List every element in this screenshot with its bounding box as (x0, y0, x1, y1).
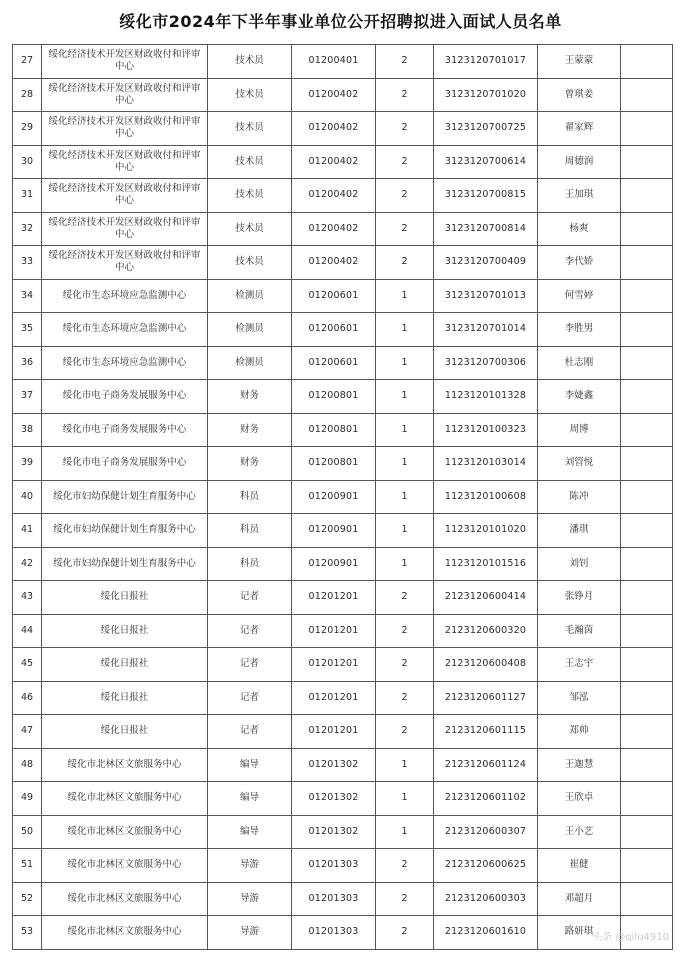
row-remark-cell (621, 849, 673, 883)
row-unit-cell: 绥化日报社 (42, 648, 208, 682)
row-seq-cell: 27 (13, 45, 42, 79)
row-position-code-cell: 01201302 (292, 782, 376, 816)
row-seq-cell: 30 (13, 145, 42, 179)
row-candidate-name-cell: 毛瀚茵 (538, 614, 621, 648)
row-seq-cell: 47 (13, 715, 42, 749)
row-candidate-name-cell: 王志宇 (538, 648, 621, 682)
row-ticket-number-cell: 3123120700814 (434, 212, 538, 246)
row-position-cell: 检测员 (208, 313, 292, 347)
row-position-code-cell: 01201201 (292, 681, 376, 715)
row-position-code-cell: 01200402 (292, 145, 376, 179)
row-unit-cell: 绥化市电子商务发展服务中心 (42, 413, 208, 447)
row-position-code-cell: 01200801 (292, 413, 376, 447)
row-remark-cell (621, 380, 673, 414)
row-ticket-number-cell: 2123120601102 (434, 782, 538, 816)
row-ticket-number-cell: 1123120101020 (434, 514, 538, 548)
row-unit-cell: 绥化经济技术开发区财政收付和评审中心 (42, 212, 208, 246)
row-remark-cell (621, 346, 673, 380)
row-unit-cell: 绥化市北林区文旅服务中心 (42, 815, 208, 849)
row-ticket-number-cell: 1123120101328 (434, 380, 538, 414)
row-remark-cell (621, 715, 673, 749)
row-hire-count-cell: 1 (376, 748, 434, 782)
row-ticket-number-cell: 2123120601127 (434, 681, 538, 715)
table-row (13, 313, 673, 347)
row-candidate-name-cell: 杨爽 (538, 212, 621, 246)
row-unit-cell: 绥化市北林区文旅服务中心 (42, 748, 208, 782)
row-unit-cell: 绥化市妇幼保健计划生育服务中心 (42, 514, 208, 548)
row-position-cell: 编导 (208, 782, 292, 816)
row-remark-cell (621, 614, 673, 648)
row-position-code-cell: 01200402 (292, 112, 376, 146)
row-candidate-name-cell: 陈冲 (538, 480, 621, 514)
row-position-cell: 记者 (208, 715, 292, 749)
row-position-code-cell: 01200401 (292, 45, 376, 79)
row-candidate-name-cell: 崔健 (538, 849, 621, 883)
row-unit-cell: 绥化市北林区文旅服务中心 (42, 849, 208, 883)
row-remark-cell (621, 279, 673, 313)
row-position-code-cell: 01200601 (292, 313, 376, 347)
row-position-code-cell: 01201303 (292, 916, 376, 950)
row-remark-cell (621, 916, 673, 950)
row-position-code-cell: 01200601 (292, 346, 376, 380)
row-position-code-cell: 01201201 (292, 715, 376, 749)
row-seq-cell: 37 (13, 380, 42, 414)
row-hire-count-cell: 2 (376, 212, 434, 246)
row-seq-cell: 33 (13, 246, 42, 280)
row-hire-count-cell: 2 (376, 648, 434, 682)
row-candidate-name-cell: 王小艺 (538, 815, 621, 849)
row-hire-count-cell: 1 (376, 380, 434, 414)
row-hire-count-cell: 1 (376, 447, 434, 481)
row-unit-cell: 绥化经济技术开发区财政收付和评审中心 (42, 45, 208, 79)
row-remark-cell (621, 547, 673, 581)
table-row (13, 346, 673, 380)
table-row (13, 547, 673, 581)
table-row (13, 112, 673, 146)
row-remark-cell (621, 246, 673, 280)
row-position-code-cell: 01201201 (292, 614, 376, 648)
table-row (13, 815, 673, 849)
row-remark-cell (621, 313, 673, 347)
row-position-cell: 科员 (208, 480, 292, 514)
row-position-cell: 记者 (208, 648, 292, 682)
row-hire-count-cell: 2 (376, 916, 434, 950)
row-remark-cell (621, 447, 673, 481)
row-hire-count-cell: 1 (376, 313, 434, 347)
row-seq-cell: 38 (13, 413, 42, 447)
row-candidate-name-cell: 王欣卓 (538, 782, 621, 816)
row-position-code-cell: 01201302 (292, 815, 376, 849)
row-remark-cell (621, 748, 673, 782)
row-position-code-cell: 01201302 (292, 748, 376, 782)
row-ticket-number-cell: 3123120700306 (434, 346, 538, 380)
row-hire-count-cell: 2 (376, 179, 434, 213)
table-row (13, 648, 673, 682)
row-remark-cell (621, 480, 673, 514)
row-position-code-cell: 01200402 (292, 179, 376, 213)
row-remark-cell (621, 882, 673, 916)
row-unit-cell: 绥化日报社 (42, 581, 208, 615)
table-row (13, 581, 673, 615)
row-position-cell: 技术员 (208, 246, 292, 280)
row-position-cell: 导游 (208, 916, 292, 950)
row-hire-count-cell: 1 (376, 279, 434, 313)
table-row (13, 715, 673, 749)
row-ticket-number-cell: 2123120601115 (434, 715, 538, 749)
table-row (13, 916, 673, 950)
table-row (13, 882, 673, 916)
row-unit-cell: 绥化日报社 (42, 715, 208, 749)
table-row (13, 447, 673, 481)
row-ticket-number-cell: 2123120600408 (434, 648, 538, 682)
row-seq-cell: 45 (13, 648, 42, 682)
row-remark-cell (621, 782, 673, 816)
row-remark-cell (621, 413, 673, 447)
row-ticket-number-cell: 3123120701014 (434, 313, 538, 347)
row-seq-cell: 41 (13, 514, 42, 548)
row-seq-cell: 32 (13, 212, 42, 246)
row-hire-count-cell: 2 (376, 78, 434, 112)
row-seq-cell: 34 (13, 279, 42, 313)
row-ticket-number-cell: 1123120100323 (434, 413, 538, 447)
table-row (13, 614, 673, 648)
row-seq-cell: 52 (13, 882, 42, 916)
row-unit-cell: 绥化市电子商务发展服务中心 (42, 380, 208, 414)
row-remark-cell (621, 581, 673, 615)
row-ticket-number-cell: 2123120600307 (434, 815, 538, 849)
row-position-code-cell: 01200901 (292, 547, 376, 581)
row-position-cell: 财务 (208, 380, 292, 414)
table-row (13, 748, 673, 782)
row-ticket-number-cell: 3123120701017 (434, 45, 538, 79)
row-ticket-number-cell: 3123120700725 (434, 112, 538, 146)
row-position-cell: 检测员 (208, 279, 292, 313)
row-position-cell: 编导 (208, 748, 292, 782)
row-hire-count-cell: 2 (376, 681, 434, 715)
table-row (13, 246, 673, 280)
row-hire-count-cell: 1 (376, 514, 434, 548)
table-row (13, 480, 673, 514)
row-remark-cell (621, 514, 673, 548)
row-unit-cell: 绥化日报社 (42, 614, 208, 648)
row-seq-cell: 40 (13, 480, 42, 514)
row-unit-cell: 绥化市电子商务发展服务中心 (42, 447, 208, 481)
row-unit-cell: 绥化经济技术开发区财政收付和评审中心 (42, 112, 208, 146)
row-candidate-name-cell: 周博 (538, 413, 621, 447)
row-unit-cell: 绥化市生态环境应急监测中心 (42, 346, 208, 380)
row-seq-cell: 53 (13, 916, 42, 950)
row-hire-count-cell: 2 (376, 614, 434, 648)
row-candidate-name-cell: 李婕鑫 (538, 380, 621, 414)
row-unit-cell: 绥化经济技术开发区财政收付和评审中心 (42, 145, 208, 179)
row-ticket-number-cell: 2123120600625 (434, 849, 538, 883)
row-ticket-number-cell: 3123120701013 (434, 279, 538, 313)
row-unit-cell: 绥化经济技术开发区财政收付和评审中心 (42, 179, 208, 213)
row-hire-count-cell: 2 (376, 882, 434, 916)
row-position-code-cell: 01200402 (292, 78, 376, 112)
row-position-cell: 财务 (208, 413, 292, 447)
row-candidate-name-cell: 翟家辉 (538, 112, 621, 146)
row-remark-cell (621, 112, 673, 146)
row-candidate-name-cell: 潘琪 (538, 514, 621, 548)
row-hire-count-cell: 1 (376, 413, 434, 447)
row-seq-cell: 31 (13, 179, 42, 213)
row-hire-count-cell: 2 (376, 112, 434, 146)
row-hire-count-cell: 1 (376, 346, 434, 380)
row-seq-cell: 39 (13, 447, 42, 481)
row-hire-count-cell: 1 (376, 547, 434, 581)
row-unit-cell: 绥化市妇幼保健计划生育服务中心 (42, 480, 208, 514)
row-position-code-cell: 01200901 (292, 514, 376, 548)
row-hire-count-cell: 1 (376, 815, 434, 849)
row-candidate-name-cell: 李胜男 (538, 313, 621, 347)
row-seq-cell: 28 (13, 78, 42, 112)
row-ticket-number-cell: 2123120600414 (434, 581, 538, 615)
row-unit-cell: 绥化经济技术开发区财政收付和评审中心 (42, 246, 208, 280)
row-position-code-cell: 01201303 (292, 882, 376, 916)
row-seq-cell: 35 (13, 313, 42, 347)
row-position-code-cell: 01200402 (292, 246, 376, 280)
watermark-text: 头条 @qilu4910 (592, 932, 669, 943)
row-position-code-cell: 01200901 (292, 480, 376, 514)
row-seq-cell: 50 (13, 815, 42, 849)
table-row (13, 782, 673, 816)
row-unit-cell: 绥化市北林区文旅服务中心 (42, 916, 208, 950)
row-ticket-number-cell: 1123120100608 (434, 480, 538, 514)
row-position-cell: 技术员 (208, 212, 292, 246)
row-hire-count-cell: 1 (376, 480, 434, 514)
row-remark-cell (621, 815, 673, 849)
row-position-cell: 记者 (208, 581, 292, 615)
row-position-cell: 技术员 (208, 179, 292, 213)
row-unit-cell: 绥化经济技术开发区财政收付和评审中心 (42, 78, 208, 112)
row-candidate-name-cell: 路妍琪 (538, 916, 621, 950)
row-ticket-number-cell: 2123120601124 (434, 748, 538, 782)
row-position-cell: 科员 (208, 547, 292, 581)
row-candidate-name-cell: 何雪婷 (538, 279, 621, 313)
row-seq-cell: 29 (13, 112, 42, 146)
row-candidate-name-cell: 王迦慧 (538, 748, 621, 782)
row-position-code-cell: 01201201 (292, 648, 376, 682)
row-remark-cell (621, 45, 673, 79)
page-title: 绥化市2024年下半年事业单位公开招聘拟进入面试人员名单 (119, 12, 562, 31)
row-candidate-name-cell: 张铮月 (538, 581, 621, 615)
row-hire-count-cell: 2 (376, 715, 434, 749)
row-position-cell: 技术员 (208, 145, 292, 179)
row-candidate-name-cell: 曾琪姜 (538, 78, 621, 112)
row-position-cell: 导游 (208, 882, 292, 916)
row-seq-cell: 44 (13, 614, 42, 648)
table-row (13, 413, 673, 447)
row-candidate-name-cell: 邓超月 (538, 882, 621, 916)
row-ticket-number-cell: 2123120601610 (434, 916, 538, 950)
row-ticket-number-cell: 3123120700614 (434, 145, 538, 179)
table-row (13, 45, 673, 79)
row-remark-cell (621, 212, 673, 246)
row-seq-cell: 49 (13, 782, 42, 816)
row-position-cell: 记者 (208, 681, 292, 715)
row-candidate-name-cell: 刘管悦 (538, 447, 621, 481)
table-row (13, 681, 673, 715)
row-position-cell: 导游 (208, 849, 292, 883)
row-hire-count-cell: 1 (376, 782, 434, 816)
row-ticket-number-cell: 3123120700815 (434, 179, 538, 213)
roster-body (13, 45, 673, 950)
row-position-cell: 记者 (208, 614, 292, 648)
row-position-cell: 科员 (208, 514, 292, 548)
row-ticket-number-cell: 1123120103014 (434, 447, 538, 481)
row-position-cell: 检测员 (208, 346, 292, 380)
row-remark-cell (621, 179, 673, 213)
row-hire-count-cell: 2 (376, 581, 434, 615)
row-position-cell: 技术员 (208, 78, 292, 112)
row-ticket-number-cell: 2123120600303 (434, 882, 538, 916)
row-ticket-number-cell: 3123120700409 (434, 246, 538, 280)
row-position-cell: 技术员 (208, 45, 292, 79)
row-position-cell: 编导 (208, 815, 292, 849)
row-seq-cell: 46 (13, 681, 42, 715)
row-seq-cell: 48 (13, 748, 42, 782)
row-candidate-name-cell: 王蒙蒙 (538, 45, 621, 79)
row-hire-count-cell: 2 (376, 246, 434, 280)
row-candidate-name-cell: 李代娇 (538, 246, 621, 280)
row-position-code-cell: 01201303 (292, 849, 376, 883)
table-row (13, 279, 673, 313)
row-remark-cell (621, 145, 673, 179)
row-position-code-cell: 01200801 (292, 380, 376, 414)
row-unit-cell: 绥化市北林区文旅服务中心 (42, 782, 208, 816)
row-unit-cell: 绥化市北林区文旅服务中心 (42, 882, 208, 916)
row-remark-cell (621, 78, 673, 112)
interview-roster-table (12, 44, 673, 950)
table-row (13, 849, 673, 883)
row-unit-cell: 绥化日报社 (42, 681, 208, 715)
row-ticket-number-cell: 1123120101516 (434, 547, 538, 581)
row-candidate-name-cell: 周德润 (538, 145, 621, 179)
row-hire-count-cell: 2 (376, 145, 434, 179)
row-seq-cell: 51 (13, 849, 42, 883)
table-row (13, 145, 673, 179)
row-position-code-cell: 01200801 (292, 447, 376, 481)
row-remark-cell (621, 681, 673, 715)
row-unit-cell: 绥化市生态环境应急监测中心 (42, 279, 208, 313)
row-candidate-name-cell: 杜志刚 (538, 346, 621, 380)
row-position-cell: 财务 (208, 447, 292, 481)
table-row (13, 212, 673, 246)
row-seq-cell: 43 (13, 581, 42, 615)
row-candidate-name-cell: 王加琪 (538, 179, 621, 213)
row-position-code-cell: 01200601 (292, 279, 376, 313)
row-ticket-number-cell: 2123120600320 (434, 614, 538, 648)
row-seq-cell: 36 (13, 346, 42, 380)
row-candidate-name-cell: 刘钊 (538, 547, 621, 581)
row-unit-cell: 绥化市生态环境应急监测中心 (42, 313, 208, 347)
row-candidate-name-cell: 邹泓 (538, 681, 621, 715)
row-hire-count-cell: 2 (376, 45, 434, 79)
row-ticket-number-cell: 3123120701020 (434, 78, 538, 112)
row-hire-count-cell: 2 (376, 849, 434, 883)
row-candidate-name-cell: 郑帅 (538, 715, 621, 749)
row-position-code-cell: 01201201 (292, 581, 376, 615)
row-position-cell: 技术员 (208, 112, 292, 146)
row-seq-cell: 42 (13, 547, 42, 581)
table-row (13, 179, 673, 213)
row-remark-cell (621, 648, 673, 682)
table-row (13, 514, 673, 548)
row-position-code-cell: 01200402 (292, 212, 376, 246)
row-unit-cell: 绥化市妇幼保健计划生育服务中心 (42, 547, 208, 581)
table-row (13, 78, 673, 112)
table-row (13, 380, 673, 414)
